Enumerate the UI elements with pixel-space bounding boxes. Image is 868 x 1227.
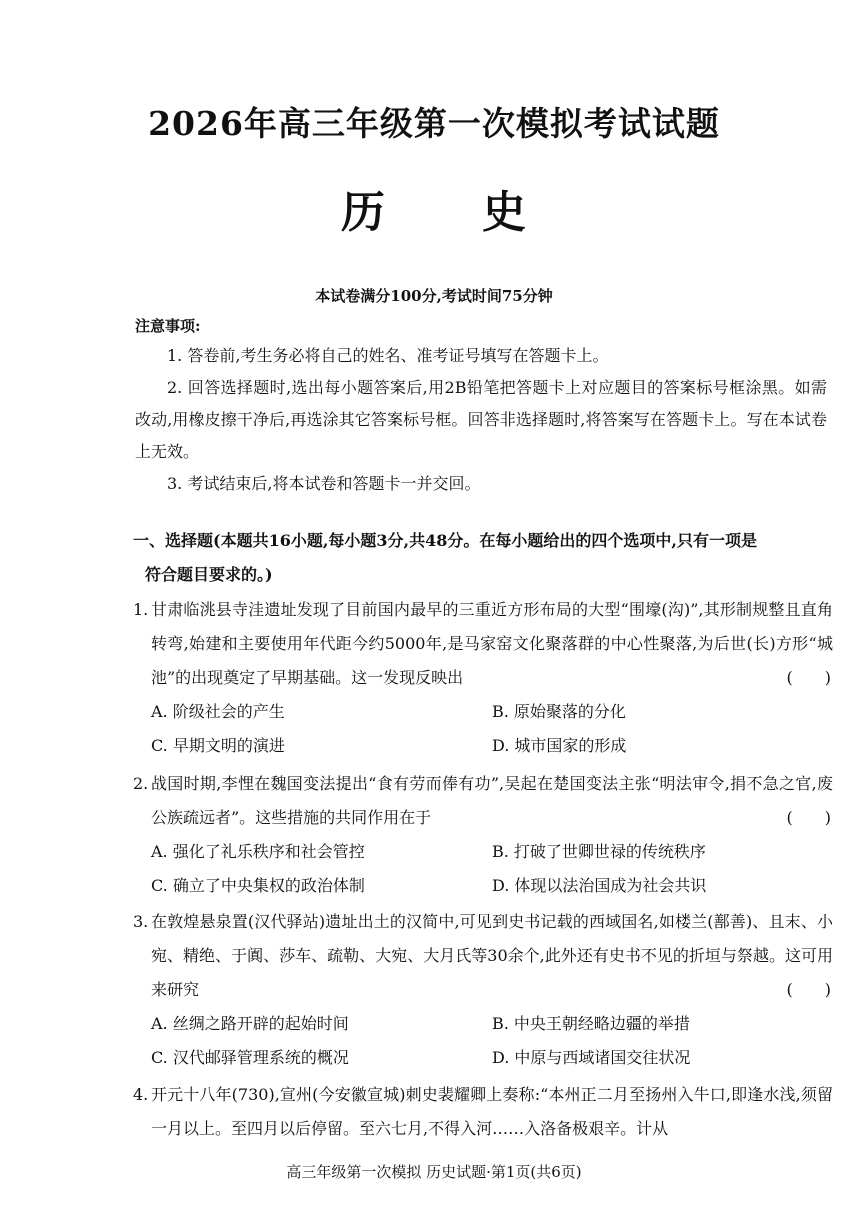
option-a: A. 阶级社会的产生: [151, 702, 285, 721]
section-heading: [133, 524, 833, 592]
notice-list: [135, 340, 827, 500]
exam-info: 本试卷满分100分,考试时间75分钟: [315, 287, 553, 305]
question-stem: [133, 767, 833, 835]
question-number: 2.: [133, 774, 149, 793]
answer-bracket: ( ): [786, 980, 831, 999]
option-list: [133, 835, 833, 903]
option-c: C. 汉代邮驿管理系统的概况: [151, 1048, 349, 1067]
subject-char: 史: [482, 187, 527, 238]
notice-item: 2. 回答选择题时,选出每小题答案后,用2B铅笔把答题卡上对应题目的答案标号框涂黑。如需改动,用橡皮擦干净后,再选涂其它答案标号框。回答非选择题时,将答案写在答题卡上。写在本试卷上无效。: [135, 378, 827, 461]
question-number: 1.: [133, 600, 149, 619]
option-b: B. 中央王朝经略边疆的举措: [492, 1014, 690, 1033]
question-3: [133, 905, 833, 1075]
question-2: [133, 767, 833, 903]
option-b: B. 原始聚落的分化: [492, 702, 626, 721]
notice-item: 1. 答卷前,考生务必将自己的姓名、准考证号填写在答题卡上。: [167, 346, 609, 365]
option-d: D. 城市国家的形成: [492, 736, 627, 755]
question-number: 3.: [133, 912, 149, 931]
question-4: [133, 1078, 833, 1146]
question-1: [133, 593, 833, 763]
question-text: 甘肃临洮县寺洼遗址发现了目前国内最早的三重近方形布局的大型“围壕(沟)”,其形制规整且直角转弯,始建和主要使用年代距今约5000年,是马家窑文化聚落群的中心性聚落,为后世(长)方形“城池”的出现奠定了早期基础。这一发现反映出: [151, 600, 833, 687]
exam-title: 2026年高三年级第一次模拟考试试题: [148, 104, 720, 143]
option-b: B. 打破了世卿世禄的传统秩序: [492, 842, 706, 861]
question-text: 开元十八年(730),宣州(今安徽宣城)刺史裴耀卿上奏称:“本州正二月至扬州入牛口,即逢水浅,须留一月以上。至四月以后停留。至六七月,不得入河……入洛备极艰辛。计从: [151, 1085, 833, 1138]
answer-bracket: ( ): [786, 808, 831, 827]
subject-char: 历: [341, 187, 386, 238]
question-stem: [133, 1078, 833, 1146]
option-a: A. 强化了礼乐秩序和社会管控: [151, 842, 365, 861]
question-text: 战国时期,李悝在魏国变法提出“食有劳而俸有功”,吴起在楚国变法主张“明法审令,捐不急之官,废公族疏远者”。这些措施的共同作用在于: [151, 774, 833, 827]
subject-heading: [0, 176, 868, 240]
question-stem: [133, 593, 833, 695]
option-d: D. 中原与西域诸国交往状况: [492, 1048, 691, 1067]
question-stem: [133, 905, 833, 1007]
option-a: A. 丝绸之路开辟的起始时间: [151, 1014, 349, 1033]
notice-item: 3. 考试结束后,将本试卷和答题卡一并交回。: [167, 474, 481, 493]
section-line: 符合题目要求的。): [145, 565, 273, 584]
section-line: 一、选择题(本题共16小题,每小题3分,共48分。在每小题给出的四个选项中,只有一项是: [133, 531, 757, 550]
option-c: C. 确立了中央集权的政治体制: [151, 876, 365, 895]
question-number: 4.: [133, 1085, 149, 1104]
page-footer: 高三年级第一次模拟 历史试题·第1页(共6页): [286, 1163, 582, 1181]
option-list: [133, 1007, 833, 1075]
option-c: C. 早期文明的演进: [151, 736, 285, 755]
notice-title: 注意事项:: [135, 317, 201, 335]
option-list: [133, 695, 833, 763]
answer-bracket: ( ): [786, 668, 831, 687]
question-text: 在敦煌悬泉置(汉代驿站)遗址出土的汉简中,可见到史书记载的西域国名,如楼兰(鄯善)、且末、小宛、精绝、于阗、莎车、疏勒、大宛、大月氏等30余个,此外还有史书不见的折垣与祭越。这可用来研究: [151, 912, 833, 999]
option-d: D. 体现以法治国成为社会共识: [492, 876, 707, 895]
